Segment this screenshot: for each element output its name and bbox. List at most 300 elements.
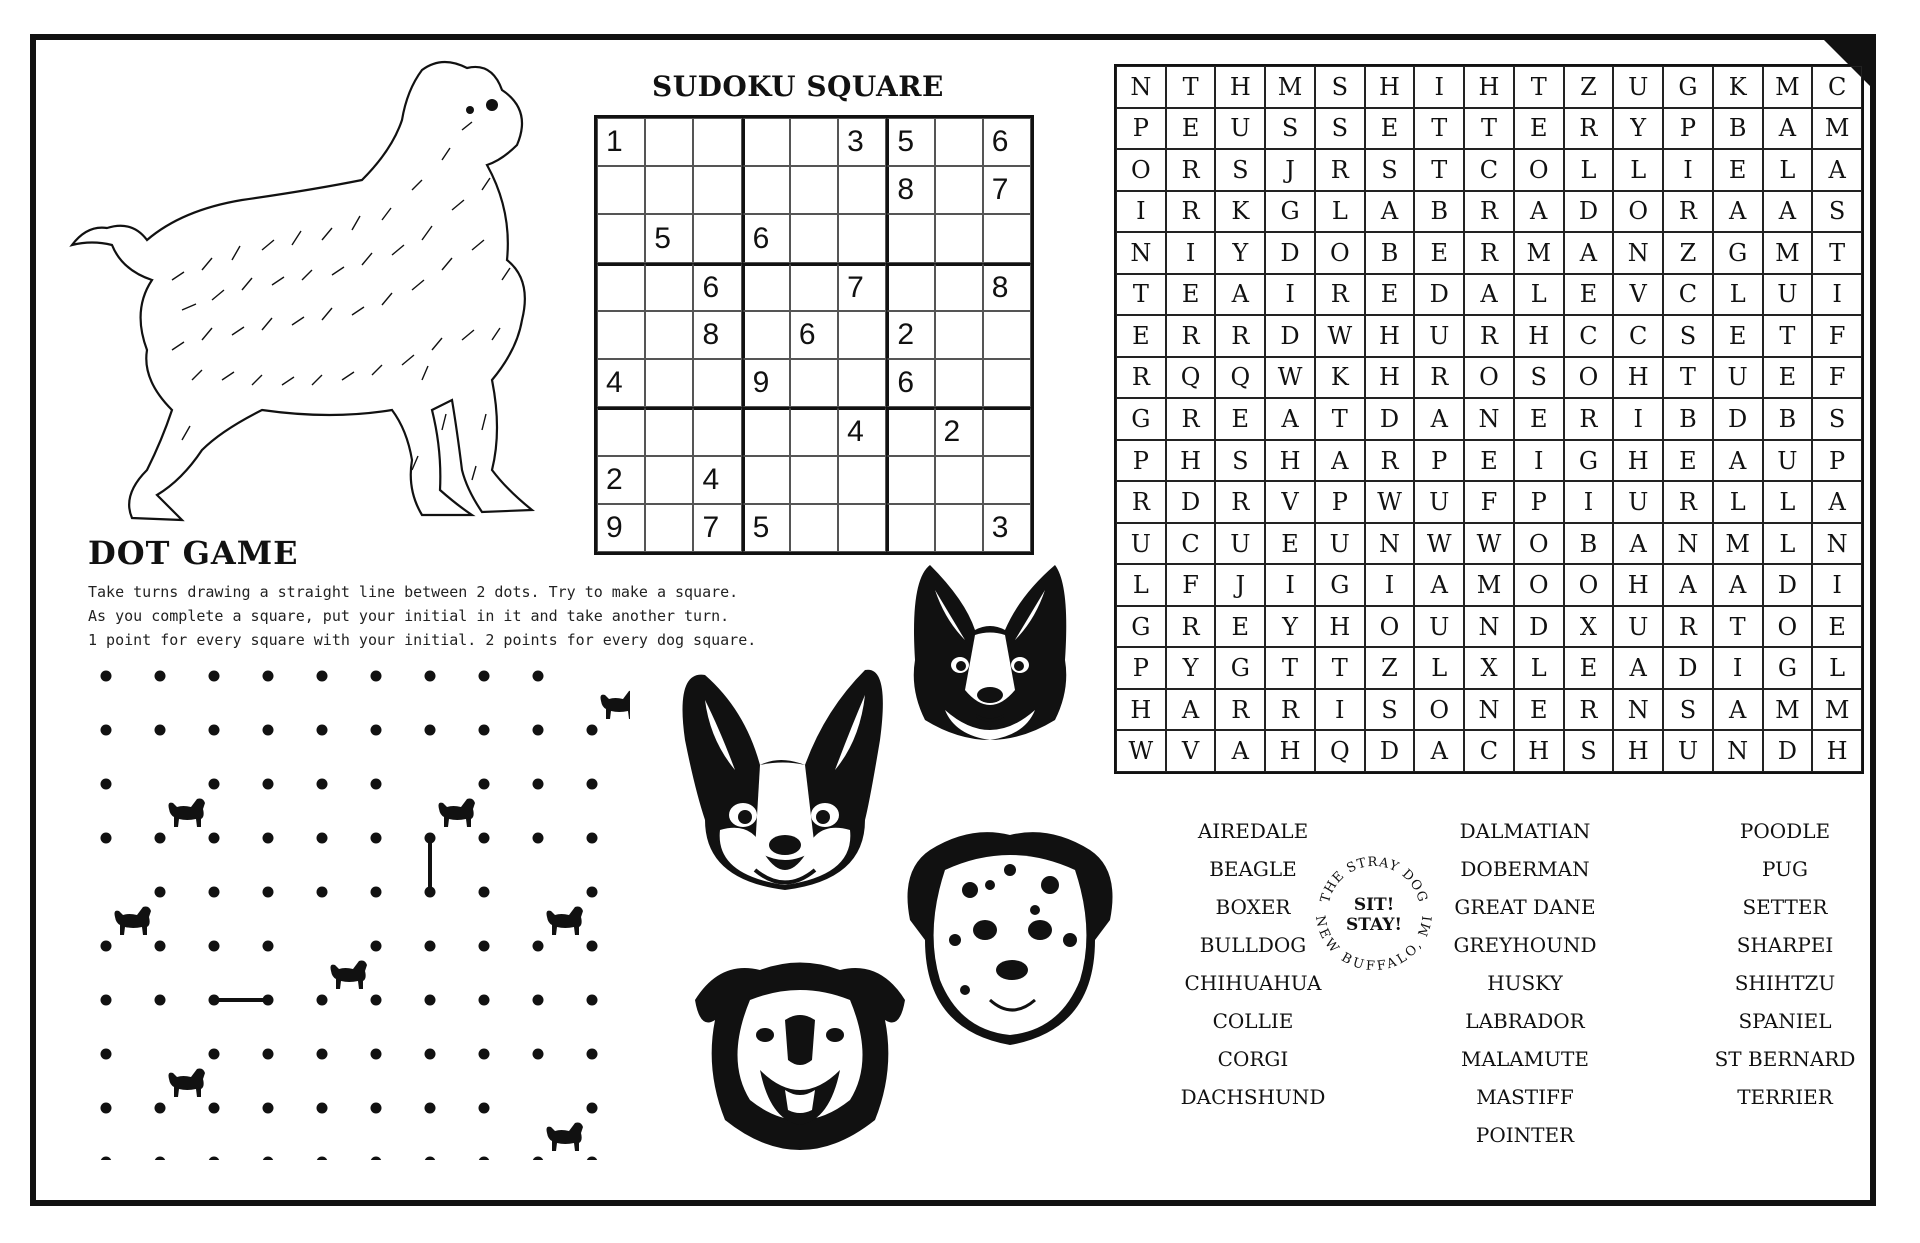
word-search-letter[interactable]: T — [1713, 606, 1763, 648]
game-dot[interactable] — [587, 1103, 598, 1114]
word-search-letter[interactable]: Z — [1663, 232, 1713, 274]
word-search-letter[interactable]: D — [1365, 730, 1415, 772]
word-search-letter[interactable]: N — [1365, 523, 1415, 565]
game-dot[interactable] — [101, 725, 112, 736]
word-search-letter[interactable]: P — [1812, 440, 1862, 482]
sudoku-cell[interactable]: 9 — [597, 504, 645, 552]
word-search-letter[interactable]: S — [1265, 108, 1315, 150]
word-search-letter[interactable]: N — [1464, 689, 1514, 731]
sudoku-cell[interactable]: 4 — [693, 456, 741, 504]
sudoku-cell[interactable] — [935, 359, 983, 407]
sudoku-cell[interactable]: 5 — [886, 118, 934, 166]
word-search-letter[interactable]: E — [1713, 149, 1763, 191]
game-dot[interactable] — [371, 671, 382, 682]
word-search-letter[interactable]: A — [1464, 274, 1514, 316]
word-search-letter[interactable]: S — [1812, 398, 1862, 440]
sudoku-cell[interactable] — [790, 263, 838, 311]
word-search-letter[interactable]: L — [1713, 481, 1763, 523]
word-search-letter[interactable]: R — [1116, 357, 1166, 399]
word-search-letter[interactable]: P — [1116, 108, 1166, 150]
game-dot[interactable] — [533, 725, 544, 736]
word-search-letter[interactable]: G — [1713, 232, 1763, 274]
game-dot[interactable] — [317, 779, 328, 790]
word-search-letter[interactable]: H — [1166, 440, 1216, 482]
word-search-letter[interactable]: R — [1564, 689, 1614, 731]
word-search-letter[interactable]: A — [1663, 564, 1713, 606]
word-search-letter[interactable]: N — [1613, 232, 1663, 274]
word-search-letter[interactable]: B — [1564, 523, 1614, 565]
word-search-letter[interactable]: U — [1663, 730, 1713, 772]
sudoku-cell[interactable]: 7 — [983, 166, 1031, 214]
word-search-letter[interactable]: G — [1564, 440, 1614, 482]
word-search-letter[interactable]: P — [1116, 647, 1166, 689]
word-search-letter[interactable]: L — [1763, 149, 1813, 191]
word-search-letter[interactable]: L — [1116, 564, 1166, 606]
word-search-letter[interactable]: O — [1763, 606, 1813, 648]
game-dot[interactable] — [479, 833, 490, 844]
game-dot[interactable] — [371, 725, 382, 736]
word-search-letter[interactable]: O — [1514, 523, 1564, 565]
word-search-letter[interactable]: H — [1812, 730, 1862, 772]
word-search-letter[interactable]: U — [1215, 523, 1265, 565]
word-search-letter[interactable]: S — [1812, 191, 1862, 233]
game-dot[interactable] — [371, 779, 382, 790]
game-dot[interactable] — [425, 995, 436, 1006]
word-search-letter[interactable]: W — [1414, 523, 1464, 565]
game-dot[interactable] — [155, 1103, 166, 1114]
sudoku-cell[interactable] — [693, 166, 741, 214]
game-dot[interactable] — [263, 887, 274, 898]
word-search-letter[interactable]: U — [1414, 606, 1464, 648]
sudoku-cell[interactable] — [742, 456, 790, 504]
word-search-letter[interactable]: A — [1215, 730, 1265, 772]
word-search-letter[interactable]: A — [1763, 108, 1813, 150]
game-dot[interactable] — [479, 725, 490, 736]
word-search-letter[interactable]: H — [1116, 689, 1166, 731]
sudoku-cell[interactable] — [983, 407, 1031, 455]
sudoku-cell[interactable] — [790, 407, 838, 455]
sudoku-cell[interactable] — [983, 214, 1031, 262]
game-dot[interactable] — [209, 671, 220, 682]
word-search-letter[interactable]: A — [1812, 481, 1862, 523]
game-dot[interactable] — [209, 725, 220, 736]
word-search-letter[interactable]: H — [1514, 730, 1564, 772]
word-search-letter[interactable]: H — [1613, 564, 1663, 606]
word-search-letter[interactable]: M — [1763, 66, 1813, 108]
sudoku-cell[interactable]: 2 — [597, 456, 645, 504]
word-search-letter[interactable]: L — [1315, 191, 1365, 233]
sudoku-cell[interactable] — [886, 263, 934, 311]
word-search-letter[interactable]: O — [1613, 191, 1663, 233]
sudoku-cell[interactable] — [693, 214, 741, 262]
game-dot[interactable] — [263, 779, 274, 790]
word-search-letter[interactable]: E — [1663, 440, 1713, 482]
word-search-letter[interactable]: P — [1663, 108, 1713, 150]
sudoku-cell[interactable] — [886, 504, 934, 552]
word-search-letter[interactable]: A — [1414, 564, 1464, 606]
game-dot[interactable] — [371, 1157, 382, 1161]
game-dot[interactable] — [155, 995, 166, 1006]
game-dot[interactable] — [587, 941, 598, 952]
word-search-letter[interactable]: U — [1215, 108, 1265, 150]
word-search-letter[interactable]: N — [1812, 523, 1862, 565]
word-search-letter[interactable]: R — [1464, 315, 1514, 357]
sudoku-cell[interactable] — [597, 214, 645, 262]
word-search-letter[interactable]: B — [1713, 108, 1763, 150]
word-search-letter[interactable]: L — [1763, 523, 1813, 565]
word-search-letter[interactable]: Y — [1215, 232, 1265, 274]
word-search-letter[interactable]: T — [1763, 315, 1813, 357]
game-dot[interactable] — [263, 725, 274, 736]
word-search-letter[interactable]: E — [1365, 274, 1415, 316]
game-dot[interactable] — [479, 941, 490, 952]
word-search-letter[interactable]: R — [1265, 689, 1315, 731]
word-search-letter[interactable]: C — [1663, 274, 1713, 316]
word-search-letter[interactable]: I — [1713, 647, 1763, 689]
word-search-letter[interactable]: B — [1365, 232, 1415, 274]
game-dot[interactable] — [587, 833, 598, 844]
sudoku-cell[interactable] — [790, 504, 838, 552]
sudoku-cell[interactable]: 5 — [645, 214, 693, 262]
game-dot[interactable] — [317, 1157, 328, 1161]
word-search-letter[interactable]: E — [1116, 315, 1166, 357]
word-search-letter[interactable]: R — [1215, 481, 1265, 523]
word-search-letter[interactable]: R — [1315, 274, 1365, 316]
word-search-letter[interactable]: P — [1414, 440, 1464, 482]
word-search-letter[interactable]: X — [1464, 647, 1514, 689]
word-search-letter[interactable]: I — [1812, 274, 1862, 316]
word-search-letter[interactable]: V — [1613, 274, 1663, 316]
game-dot[interactable] — [209, 1049, 220, 1060]
sudoku-cell[interactable]: 3 — [838, 118, 886, 166]
word-search-letter[interactable]: B — [1414, 191, 1464, 233]
word-search-letter[interactable]: T — [1265, 647, 1315, 689]
word-search-letter[interactable]: H — [1365, 66, 1415, 108]
word-search-letter[interactable]: S — [1663, 689, 1713, 731]
word-search-letter[interactable]: E — [1265, 523, 1315, 565]
word-search-letter[interactable]: I — [1663, 149, 1713, 191]
sudoku-cell[interactable] — [597, 166, 645, 214]
word-search-letter[interactable]: S — [1564, 730, 1614, 772]
word-search-letter[interactable]: R — [1166, 315, 1216, 357]
word-search-letter[interactable]: C — [1464, 730, 1514, 772]
word-search-letter[interactable]: A — [1713, 689, 1763, 731]
word-search-letter[interactable]: G — [1315, 564, 1365, 606]
word-search-letter[interactable]: L — [1713, 274, 1763, 316]
word-search-letter[interactable]: R — [1166, 149, 1216, 191]
sudoku-cell[interactable] — [935, 214, 983, 262]
word-search-letter[interactable]: C — [1812, 66, 1862, 108]
word-search-letter[interactable]: O — [1116, 149, 1166, 191]
sudoku-cell[interactable] — [886, 214, 934, 262]
word-search-letter[interactable]: D — [1166, 481, 1216, 523]
word-search-letter[interactable]: M — [1812, 689, 1862, 731]
word-search-letter[interactable]: A — [1315, 440, 1365, 482]
word-search-letter[interactable]: Q — [1315, 730, 1365, 772]
game-dot[interactable] — [533, 941, 544, 952]
word-search-letter[interactable]: L — [1514, 647, 1564, 689]
word-search-letter[interactable]: S — [1315, 108, 1365, 150]
game-dot[interactable] — [479, 887, 490, 898]
sudoku-cell[interactable]: 2 — [886, 311, 934, 359]
word-search-letter[interactable]: I — [1265, 274, 1315, 316]
word-search-letter[interactable]: L — [1514, 274, 1564, 316]
sudoku-cell[interactable] — [645, 407, 693, 455]
sudoku-cell[interactable] — [935, 504, 983, 552]
sudoku-cell[interactable] — [693, 407, 741, 455]
game-dot[interactable] — [371, 833, 382, 844]
sudoku-cell[interactable] — [645, 118, 693, 166]
word-search-letter[interactable]: R — [1215, 689, 1265, 731]
word-search-letter[interactable]: T — [1166, 66, 1216, 108]
word-search-letter[interactable]: S — [1315, 66, 1365, 108]
word-search-letter[interactable]: E — [1215, 398, 1265, 440]
word-search-letter[interactable]: U — [1613, 606, 1663, 648]
sudoku-cell[interactable] — [645, 456, 693, 504]
word-search-letter[interactable]: R — [1464, 232, 1514, 274]
word-search-letter[interactable]: G — [1215, 647, 1265, 689]
word-search-letter[interactable]: D — [1265, 315, 1315, 357]
game-dot[interactable] — [479, 1049, 490, 1060]
word-search-letter[interactable]: R — [1464, 191, 1514, 233]
word-search-letter[interactable]: Y — [1166, 647, 1216, 689]
word-search-letter[interactable]: A — [1414, 398, 1464, 440]
game-dot[interactable] — [479, 995, 490, 1006]
word-search-letter[interactable]: Q — [1166, 357, 1216, 399]
game-dot[interactable] — [209, 1157, 220, 1161]
word-search-letter[interactable]: P — [1116, 440, 1166, 482]
sudoku-cell[interactable] — [838, 166, 886, 214]
sudoku-cell[interactable] — [790, 214, 838, 262]
word-search-letter[interactable]: M — [1713, 523, 1763, 565]
word-search-letter[interactable]: R — [1663, 481, 1713, 523]
word-search-letter[interactable]: O — [1315, 232, 1365, 274]
dot-game-board[interactable] — [90, 660, 630, 1160]
game-dot[interactable] — [371, 1103, 382, 1114]
game-dot[interactable] — [479, 1157, 490, 1161]
word-search-letter[interactable]: U — [1414, 315, 1464, 357]
sudoku-cell[interactable] — [983, 311, 1031, 359]
game-dot[interactable] — [533, 833, 544, 844]
word-search-letter[interactable]: A — [1613, 647, 1663, 689]
word-search-letter[interactable]: T — [1315, 647, 1365, 689]
game-dot[interactable] — [371, 1049, 382, 1060]
word-search-letter[interactable]: E — [1812, 606, 1862, 648]
game-dot[interactable] — [317, 725, 328, 736]
word-search-letter[interactable]: S — [1215, 440, 1265, 482]
sudoku-cell[interactable]: 1 — [597, 118, 645, 166]
game-dot[interactable] — [155, 833, 166, 844]
sudoku-cell[interactable] — [742, 166, 790, 214]
sudoku-cell[interactable]: 8 — [983, 263, 1031, 311]
game-dot[interactable] — [587, 779, 598, 790]
sudoku-cell[interactable] — [742, 118, 790, 166]
word-search-letter[interactable]: U — [1613, 481, 1663, 523]
sudoku-cell[interactable]: 6 — [790, 311, 838, 359]
word-search-letter[interactable]: W — [1265, 357, 1315, 399]
game-dot[interactable] — [101, 1103, 112, 1114]
word-search-letter[interactable]: G — [1663, 66, 1713, 108]
word-search-letter[interactable]: A — [1215, 274, 1265, 316]
word-search-letter[interactable]: R — [1414, 357, 1464, 399]
word-search-letter[interactable]: I — [1315, 689, 1365, 731]
word-search-letter[interactable]: E — [1564, 274, 1614, 316]
word-search-letter[interactable]: Y — [1613, 108, 1663, 150]
word-search-letter[interactable]: M — [1265, 66, 1315, 108]
word-search-letter[interactable]: O — [1564, 357, 1614, 399]
sudoku-cell[interactable] — [886, 407, 934, 455]
sudoku-cell[interactable] — [742, 263, 790, 311]
sudoku-grid[interactable] — [594, 115, 1034, 555]
sudoku-cell[interactable]: 7 — [838, 263, 886, 311]
game-dot[interactable] — [101, 941, 112, 952]
word-search-letter[interactable]: M — [1464, 564, 1514, 606]
game-dot[interactable] — [263, 671, 274, 682]
sudoku-cell[interactable] — [838, 311, 886, 359]
game-dot[interactable] — [101, 1157, 112, 1161]
word-search-letter[interactable]: D — [1414, 274, 1464, 316]
game-dot[interactable] — [371, 887, 382, 898]
word-search-letter[interactable]: A — [1365, 191, 1415, 233]
sudoku-cell[interactable] — [742, 407, 790, 455]
word-search-letter[interactable]: U — [1713, 357, 1763, 399]
game-dot[interactable] — [155, 941, 166, 952]
word-search-letter[interactable]: A — [1763, 191, 1813, 233]
game-dot[interactable] — [425, 1049, 436, 1060]
word-search-letter[interactable]: P — [1514, 481, 1564, 523]
sudoku-cell[interactable]: 4 — [597, 359, 645, 407]
game-dot[interactable] — [425, 1103, 436, 1114]
word-search-letter[interactable]: I — [1365, 564, 1415, 606]
game-dot[interactable] — [209, 1103, 220, 1114]
word-search-letter[interactable]: H — [1613, 730, 1663, 772]
sudoku-cell[interactable]: 7 — [693, 504, 741, 552]
game-dot[interactable] — [479, 671, 490, 682]
word-search-letter[interactable]: B — [1663, 398, 1713, 440]
word-search-letter[interactable]: E — [1564, 647, 1614, 689]
sudoku-cell[interactable] — [935, 166, 983, 214]
word-search-letter[interactable]: N — [1663, 523, 1713, 565]
word-search-letter[interactable]: L — [1763, 481, 1813, 523]
word-search-letter[interactable]: I — [1414, 66, 1464, 108]
word-search-letter[interactable]: F — [1464, 481, 1514, 523]
game-dot[interactable] — [587, 725, 598, 736]
word-search-letter[interactable]: T — [1514, 66, 1564, 108]
game-dot[interactable] — [425, 671, 436, 682]
sudoku-cell[interactable] — [597, 263, 645, 311]
word-search-letter[interactable]: U — [1763, 274, 1813, 316]
word-search-letter[interactable]: R — [1166, 606, 1216, 648]
game-dot[interactable] — [317, 833, 328, 844]
word-search-letter[interactable]: R — [1315, 149, 1365, 191]
word-search-letter[interactable]: Z — [1365, 647, 1415, 689]
game-dot[interactable] — [587, 1157, 598, 1161]
sudoku-cell[interactable] — [645, 504, 693, 552]
sudoku-cell[interactable] — [935, 263, 983, 311]
sudoku-cell[interactable] — [790, 166, 838, 214]
word-search-letter[interactable]: H — [1514, 315, 1564, 357]
word-search-letter[interactable]: U — [1315, 523, 1365, 565]
word-search-letter[interactable]: C — [1613, 315, 1663, 357]
word-search-letter[interactable]: H — [1365, 357, 1415, 399]
word-search-letter[interactable]: O — [1564, 564, 1614, 606]
word-search-letter[interactable]: R — [1166, 398, 1216, 440]
word-search-letter[interactable]: R — [1365, 440, 1415, 482]
game-dot[interactable] — [317, 995, 328, 1006]
word-search-letter[interactable]: E — [1215, 606, 1265, 648]
game-dot[interactable] — [317, 671, 328, 682]
word-search-letter[interactable]: E — [1365, 108, 1415, 150]
word-search-letter[interactable]: G — [1763, 647, 1813, 689]
sudoku-cell[interactable] — [983, 359, 1031, 407]
word-search-letter[interactable]: U — [1414, 481, 1464, 523]
word-search-letter[interactable]: K — [1215, 191, 1265, 233]
word-search-letter[interactable]: Q — [1215, 357, 1265, 399]
word-search-letter[interactable]: O — [1514, 564, 1564, 606]
word-search-letter[interactable]: S — [1365, 689, 1415, 731]
sudoku-cell[interactable] — [597, 311, 645, 359]
word-search-letter[interactable]: R — [1663, 606, 1713, 648]
game-dot[interactable] — [155, 887, 166, 898]
game-dot[interactable] — [155, 671, 166, 682]
sudoku-cell[interactable] — [693, 118, 741, 166]
word-search-letter[interactable]: I — [1265, 564, 1315, 606]
word-search-letter[interactable]: N — [1713, 730, 1763, 772]
word-search-letter[interactable]: A — [1713, 191, 1763, 233]
word-search-letter[interactable]: R — [1663, 191, 1713, 233]
word-search-letter[interactable]: L — [1812, 647, 1862, 689]
game-dot[interactable] — [533, 1049, 544, 1060]
word-search-letter[interactable]: F — [1166, 564, 1216, 606]
word-search-letter[interactable]: H — [1464, 66, 1514, 108]
word-search-letter[interactable]: H — [1315, 606, 1365, 648]
word-search-letter[interactable]: T — [1116, 274, 1166, 316]
game-dot[interactable] — [263, 1157, 274, 1161]
word-search-letter[interactable]: O — [1414, 689, 1464, 731]
word-search-letter[interactable]: A — [1265, 398, 1315, 440]
word-search-letter[interactable]: O — [1365, 606, 1415, 648]
word-search-letter[interactable]: S — [1215, 149, 1265, 191]
game-dot[interactable] — [263, 941, 274, 952]
sudoku-cell[interactable] — [790, 118, 838, 166]
word-search-letter[interactable]: A — [1713, 440, 1763, 482]
game-dot[interactable] — [263, 833, 274, 844]
word-search-letter[interactable]: L — [1613, 149, 1663, 191]
sudoku-cell[interactable]: 6 — [693, 263, 741, 311]
sudoku-cell[interactable] — [935, 311, 983, 359]
sudoku-cell[interactable] — [693, 359, 741, 407]
game-dot[interactable] — [533, 1157, 544, 1161]
game-dot[interactable] — [209, 833, 220, 844]
word-search-letter[interactable]: C — [1166, 523, 1216, 565]
word-search-letter[interactable]: M — [1763, 689, 1813, 731]
game-dot[interactable] — [425, 1157, 436, 1161]
word-search-letter[interactable]: N — [1464, 398, 1514, 440]
word-search-letter[interactable]: S — [1365, 149, 1415, 191]
word-search-letter[interactable]: H — [1613, 357, 1663, 399]
game-dot[interactable] — [101, 833, 112, 844]
sudoku-cell[interactable]: 6 — [886, 359, 934, 407]
word-search-letter[interactable]: A — [1414, 730, 1464, 772]
word-search-letter[interactable]: D — [1763, 730, 1813, 772]
word-search-letter[interactable]: E — [1514, 108, 1564, 150]
word-search-letter[interactable]: K — [1713, 66, 1763, 108]
word-search-letter[interactable]: M — [1812, 108, 1862, 150]
word-search-letter[interactable]: E — [1514, 689, 1564, 731]
game-dot[interactable] — [155, 1157, 166, 1161]
word-search-letter[interactable]: A — [1713, 564, 1763, 606]
word-search-letter[interactable]: A — [1613, 523, 1663, 565]
